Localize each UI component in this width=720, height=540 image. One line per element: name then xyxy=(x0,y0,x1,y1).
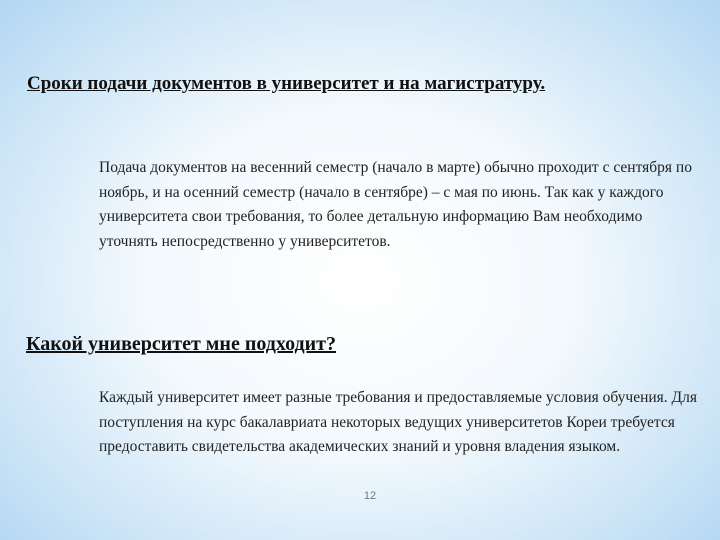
page-number: 12 xyxy=(363,490,377,502)
section-heading-choose-university: Какой университет мне подходит? xyxy=(26,333,337,355)
choose-university-paragraph: Каждый университет имеет разные требования и предоставляемые условия обучения. Для поступления на курс бакалавриата некоторых ведущих университетов Кореи требуется предоставить свидетельства академических знаний и уровня владения языком. xyxy=(99,389,697,455)
section-heading-deadlines: Сроки подачи документов в университет и на магистратуру. xyxy=(27,73,546,94)
deadlines-paragraph: Подача документов на весенний семестр (начало в марте) обычно проходит с сентября по ноябрь, и на осенний семестр (начало в сентябре) – с мая по июнь. Так как у каждого университета свои требования, то более детальную информацию Вам необходимо уточнять непосредственно у университетов. xyxy=(99,159,692,250)
